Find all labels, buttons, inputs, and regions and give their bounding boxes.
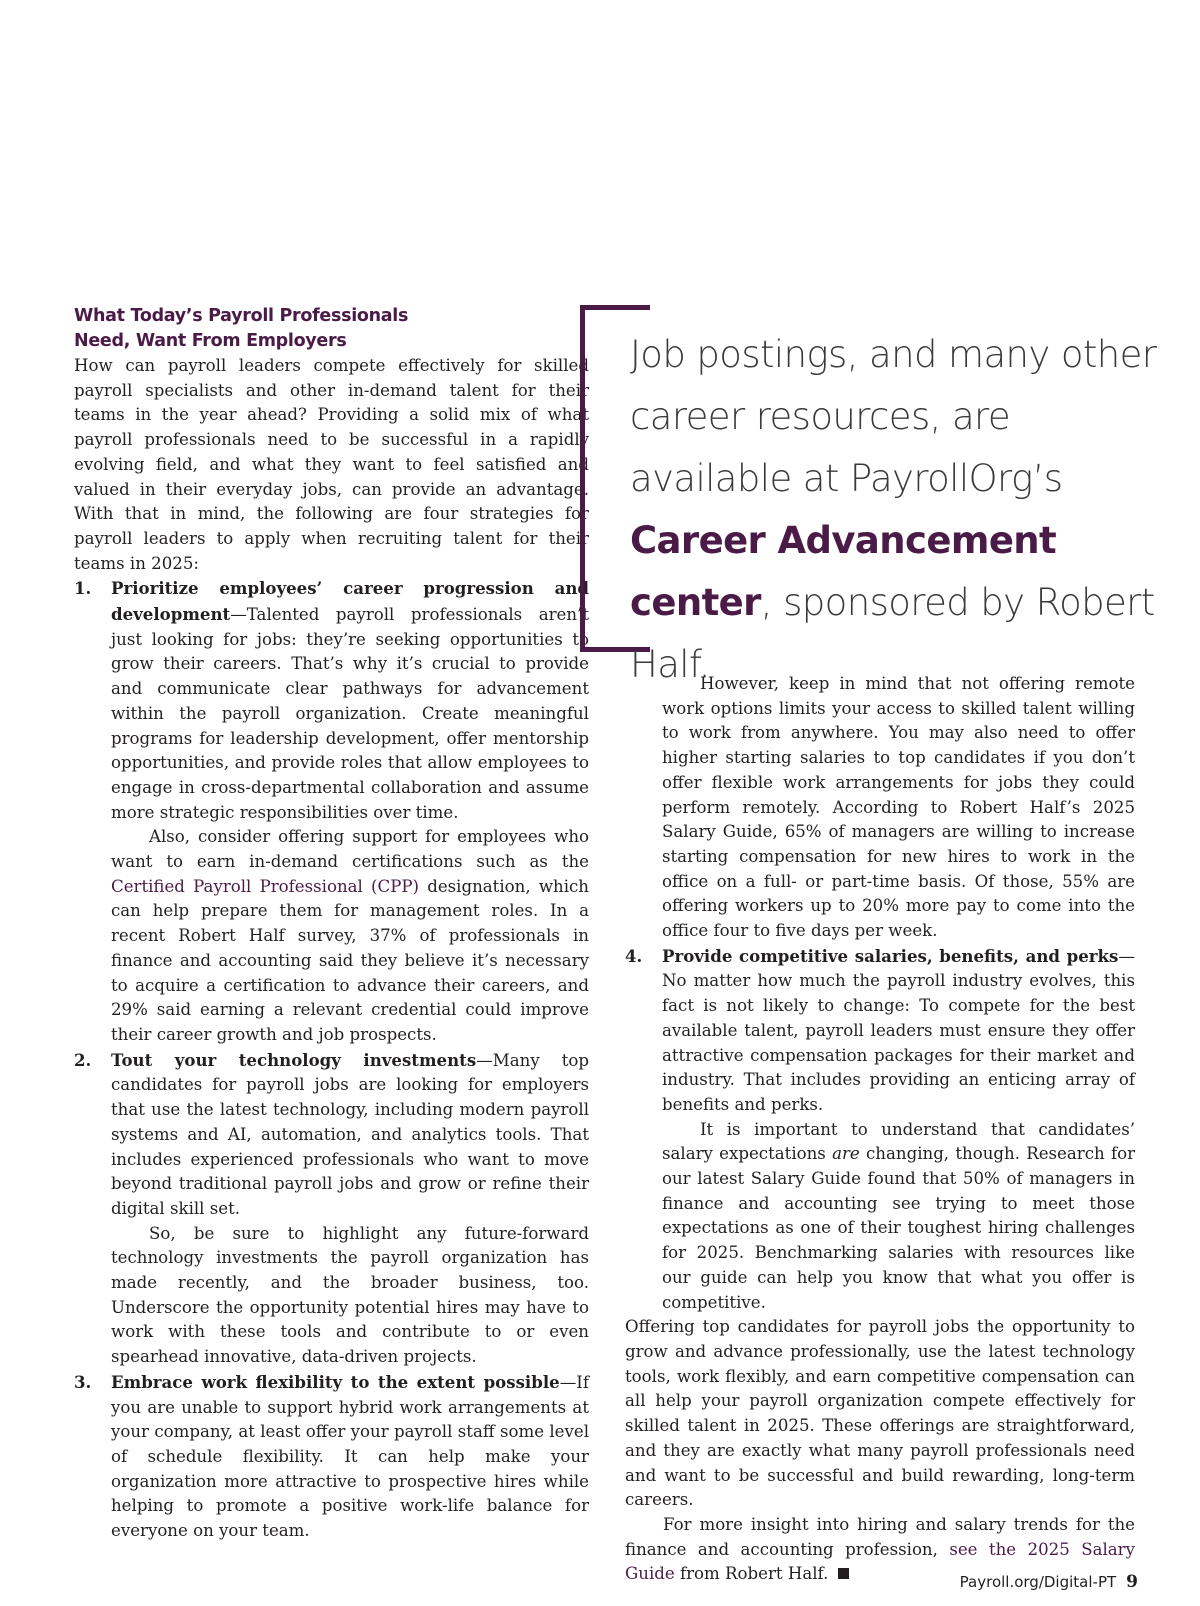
emphasis-text: are xyxy=(832,1144,860,1164)
item-body: —No matter how much the payroll industry evolves, this fact is not likely to change: To compete for the best available talent, payroll leaders must ensure they offer attractive compensation packages for their market and industry. That includes providing an enticing array of benefits and perks. xyxy=(662,946,1135,1114)
text-segment: Also, consider offering support for employees who want to earn in-demand certifications such as the xyxy=(111,827,589,872)
footer-url[interactable]: Payroll.org/Digital-PT xyxy=(959,1573,1117,1591)
closing-paragraph: Offering top candidates for payroll jobs the opportunity to grow and advance professionally, use the latest technology tools, work flexibly, and earn competitive compensation can all help your payroll organization compete effectively for skilled talent in 2025. These offerings are straightforward, and they are exactly what many payroll professionals need and want to be successful and build rewarding, long-term careers. xyxy=(625,1317,1135,1510)
heading-line-2: Need, Want From Employers xyxy=(74,331,347,351)
career-advancement-link[interactable]: Career Advancement center xyxy=(630,519,1057,624)
list-item-continued xyxy=(625,672,1135,944)
text-segment: designation, which can help prepare them for management roles. In a recent Robert Half survey, 37% of professionals in finance and accounting said they believe it’s necessary to acquire a certification to advance their careers, and 29% said earning a relevant credential could improve their career growth and job prospects. xyxy=(111,876,589,1044)
item-title: Embrace work flexibility to the extent possible xyxy=(111,1371,560,1392)
item-paragraph: However, keep in mind that not offering remote work options limits your access to skilled talent willing to work from anywhere. You may also need to offer higher starting salaries to top candidates if you don’t offer flexible work arrangements for jobs they could perform remotely. According to Robert Half’s 2025 Salary Guide, 65% of managers are willing to increase starting compensation for new hires to work in the office on a full- or part-time basis. Of those, 55% are offering workers up to 20% more pay to come into the office four to five days per week. xyxy=(662,674,1135,941)
cpp-link[interactable]: Certified Payroll Professional (CPP) xyxy=(111,876,420,896)
text-segment: For more insight into hiring and salary trends for the finance and accounting profession, xyxy=(625,1514,1135,1559)
pullquote-text: , sponsored by Robert Half. xyxy=(630,581,1155,686)
text-segment: changing, though. Research for our latest Salary Guide found that 50% of managers in finance and accounting see trying to meet those expectations as one of their toughest hiring challenges for 2025. Benchmarking salaries with resources like our guide can help you know that what you offer is competitive. xyxy=(662,1144,1136,1312)
item-title: Provide competitive salaries, benefits, and perks xyxy=(662,945,1119,966)
item-body: —Many top candidates for payroll jobs are looking for employers that use the latest technology, including modern payroll systems and AI, automation, and analytics tools. That includes experienced professionals who want to move beyond traditional payroll jobs and grow or refine their digital skill set. xyxy=(111,1050,589,1218)
left-column xyxy=(74,304,589,1544)
item-title: Prioritize employees’ career progression and development xyxy=(111,578,589,625)
page-number: 9 xyxy=(1126,1572,1138,1592)
text-segment: from Robert Half. xyxy=(674,1564,829,1584)
item-paragraph xyxy=(662,1118,1135,1316)
text-segment: It is important to understand that candidates’ salary expectations xyxy=(662,1119,1135,1164)
item-paragraph: So, be sure to highlight any future-forward technology investments the payroll organization has made recently, and the broader business, too. Underscore the opportunity potential hires may have to work with these tools and contribute to or even spearhead innovative, data-driven projects. xyxy=(111,1223,589,1367)
list-item xyxy=(74,1048,589,1370)
item-body: —Talented payroll professionals aren’t just looking for jobs: they’re seeking opportunities to grow their careers. That’s why it’s crucial to provide and communicate clear pathways for advancement within the payroll organization. Create meaningful programs for leadership development, offer mentorship opportunities, and provide roles that allow employees to engage in cross-departmental collaboration and assume more strategic responsibilities over time. xyxy=(111,605,589,822)
pullquote xyxy=(630,324,1170,696)
pullquote-text: Job postings, and many other career resources, are available at PayrollOrg’s xyxy=(630,333,1157,500)
strategy-list-continued xyxy=(625,672,1135,1315)
item-number: 2. xyxy=(74,1049,92,1070)
heading-line-1: What Today’s Payroll Professionals xyxy=(74,306,409,326)
item-paragraph xyxy=(111,825,589,1047)
item-body: —If you are unable to support hybrid work arrangements at your company, at least offer your payroll staff some level of schedule flexibility. It can help make your organization more attractive to prospective hires while helping to promote a positive work-life balance for everyone on your team. xyxy=(111,1372,589,1541)
salary-guide-link[interactable]: see the 2025 Salary Guide xyxy=(625,1539,1135,1584)
right-column xyxy=(625,672,1135,1587)
list-item xyxy=(74,1370,589,1544)
list-item xyxy=(74,576,589,1047)
strategy-list xyxy=(74,576,589,1543)
item-number: 4. xyxy=(625,945,643,966)
page-footer xyxy=(960,1572,1138,1592)
list-item xyxy=(625,944,1135,1316)
intro-paragraph: How can payroll leaders compete effectively for skilled payroll specialists and other in-demand talent for their teams in the year ahead? Providing a solid mix of what payroll professionals need to be successful in a rapidly evolving field, and what they want to feel satisfied and valued in their everyday jobs, can provide an advantage. With that in mind, the following are four strategies for payroll leaders to apply when recruiting talent for their teams in 2025: xyxy=(74,356,589,573)
end-mark-icon xyxy=(838,1568,849,1579)
item-number: 3. xyxy=(74,1371,92,1392)
item-title: Tout your technology investments xyxy=(111,1049,477,1070)
section-heading xyxy=(74,304,589,354)
item-number: 1. xyxy=(74,578,92,599)
